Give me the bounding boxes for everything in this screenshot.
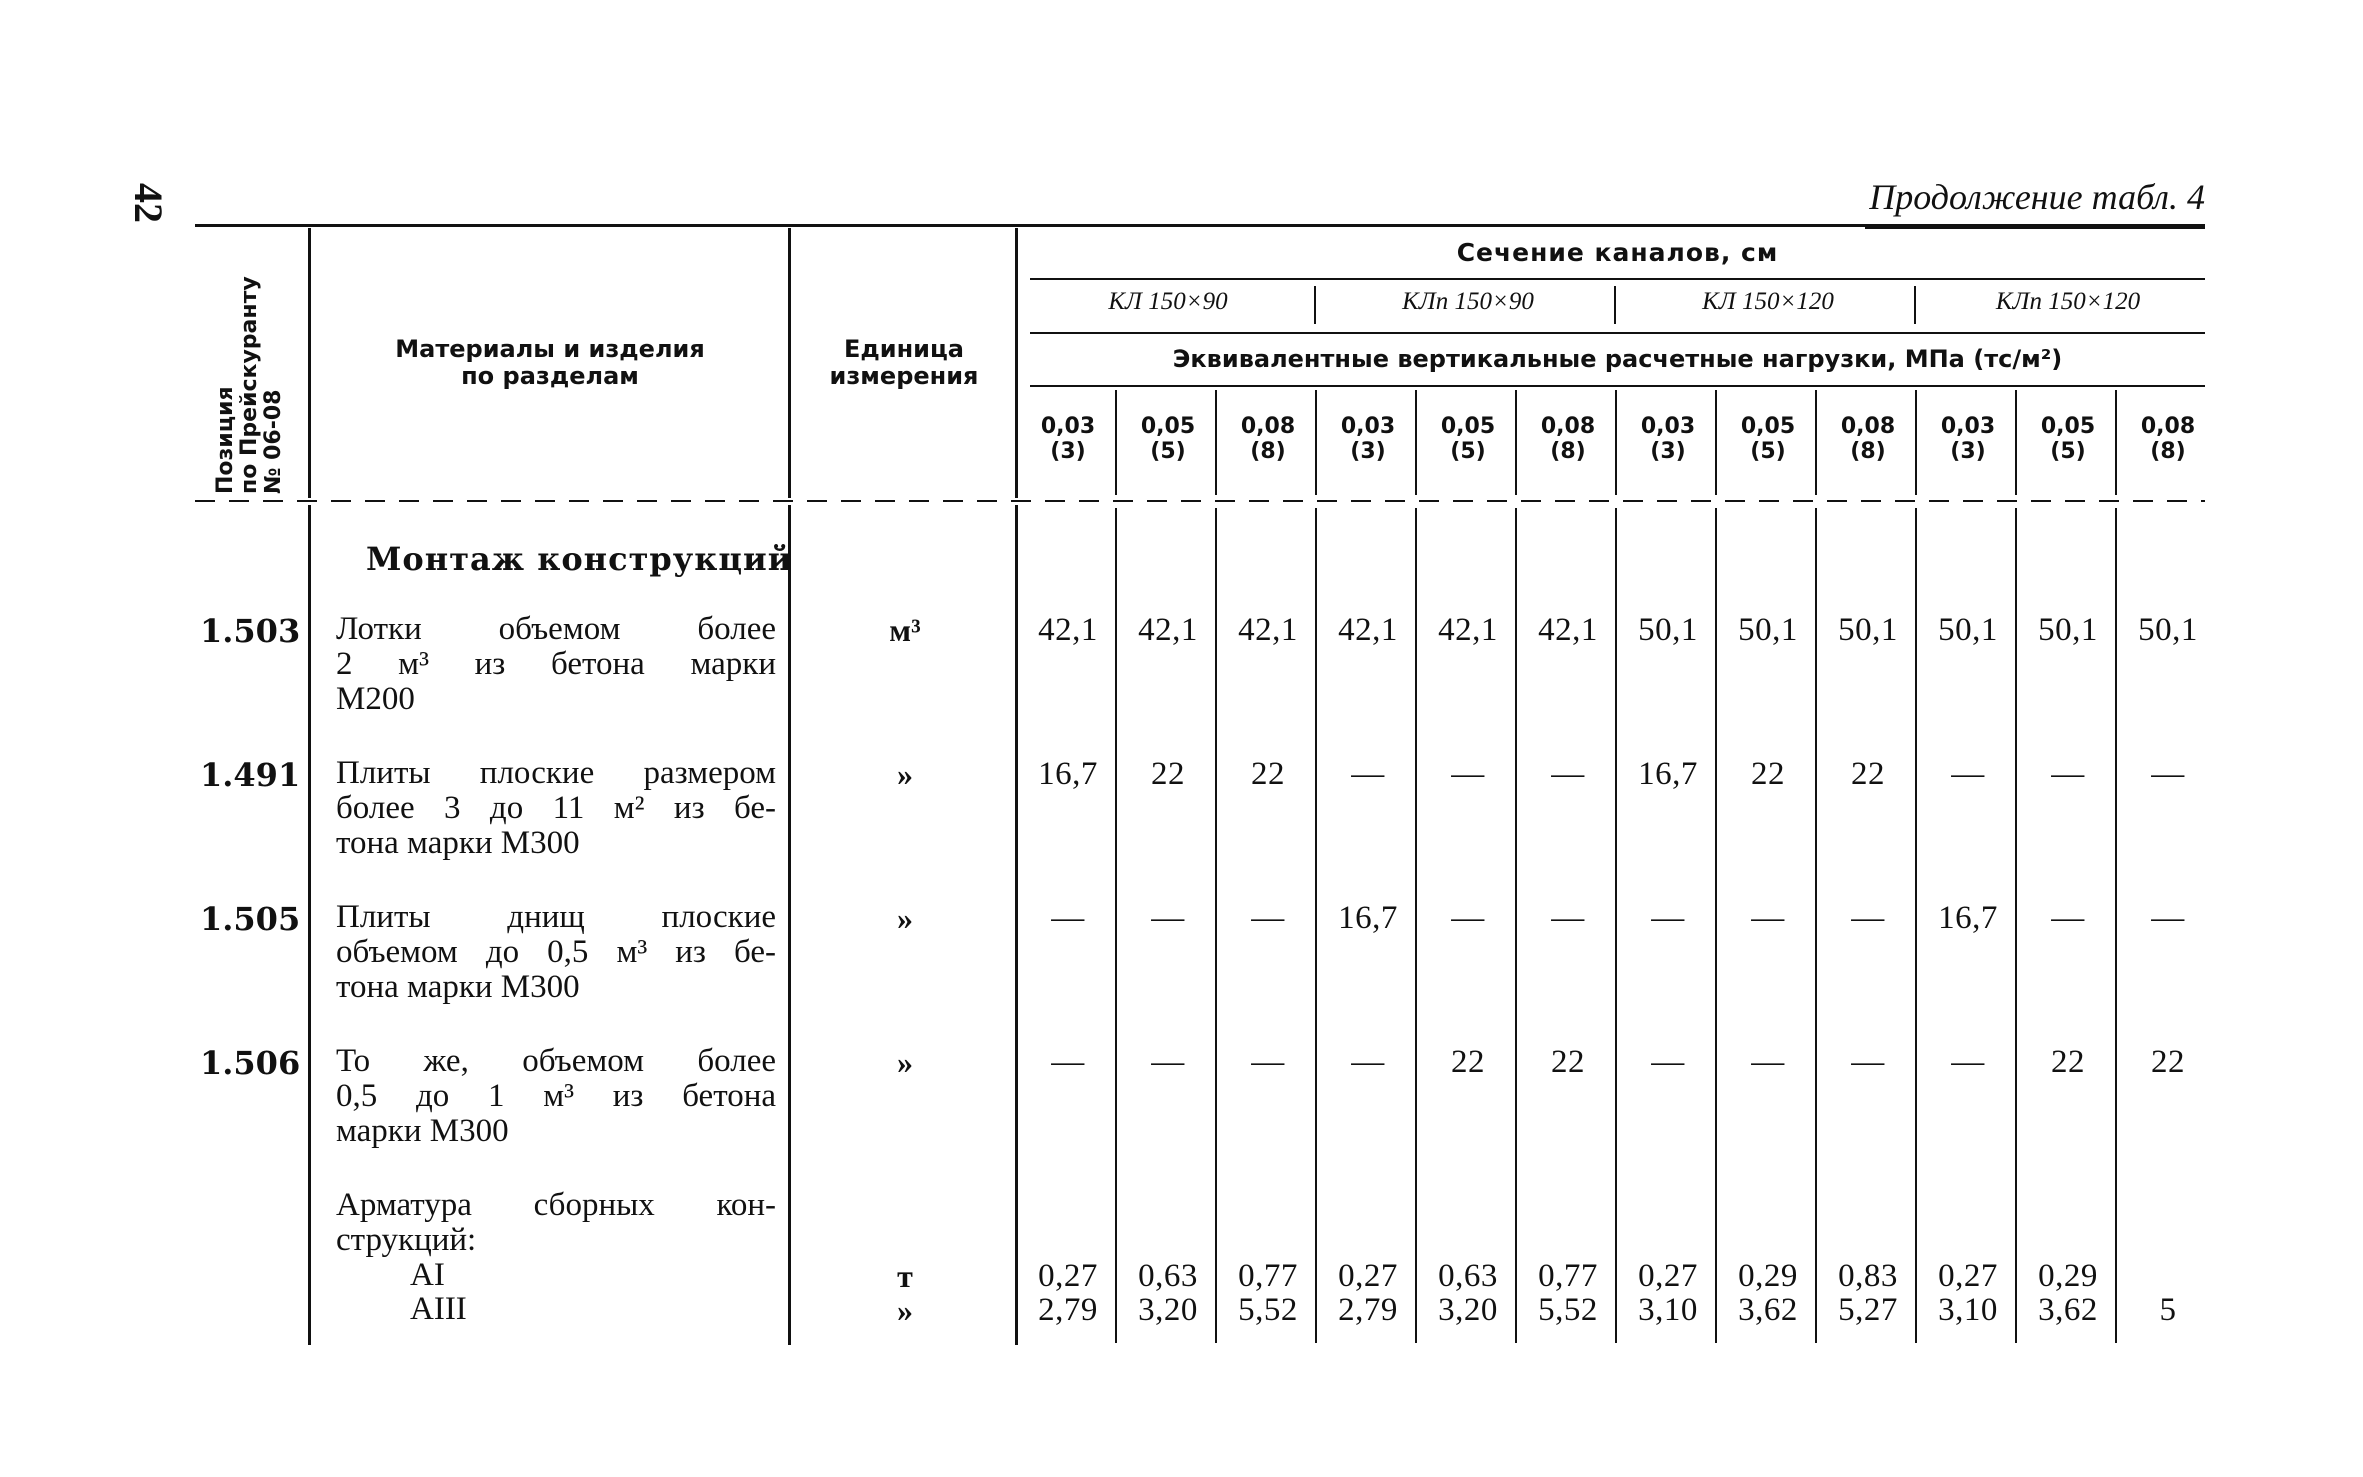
header-load [1618,414,1718,464]
top-rule [195,224,2205,227]
header-load-value: 0,05 [2040,414,2096,439]
header-channel-type: КЛп 150×90 [1402,288,1534,315]
header-load [2118,414,2218,464]
row-value: 42,1 [1538,612,1598,648]
row-value: 16,7 [1338,900,1398,936]
row-material-line: марки М300 [336,1113,509,1149]
header-materials-line: Материалы и изделия [395,335,705,363]
armature-value: 0,29 [2038,1258,2098,1294]
table-caption: Продолжение табл. 4 [1869,177,2205,217]
row-value: 42,1 [1438,612,1498,648]
armature-value: 3,10 [1638,1292,1698,1328]
header-channel-type: КЛп 150×120 [1995,288,2141,315]
header-load-tcm: (3) [1950,439,1986,464]
row-value: — [1151,900,1185,936]
armature-value: 3,10 [1938,1292,1998,1328]
row-value: — [1251,1044,1285,1080]
header-section: Сечение каналов, см [1456,238,1779,267]
armature-value: 0,63 [1138,1258,1198,1294]
armature-value: 3,20 [1438,1292,1498,1328]
row-value: 16,7 [1938,900,1998,936]
row-value: — [1451,900,1485,936]
row-value: — [1351,1044,1385,1080]
row-material-line: тона марки М300 [336,825,580,861]
armature-value: 3,62 [2038,1292,2098,1328]
armature-label: AI [410,1257,445,1293]
row-value: 22 [1751,756,1785,792]
header-load-value: 0,03 [1340,414,1396,439]
armature-value: 3,62 [1738,1292,1798,1328]
row-position: 1.503 [200,612,301,650]
row-value: — [1751,900,1785,936]
row-material-line: 2 м³ из бетона марки [336,646,776,682]
header-load-value: 0,03 [1640,414,1696,439]
header-materials [315,336,785,390]
armature-title-line: Арматура сборных кон- [336,1187,776,1223]
header-position [195,236,305,494]
row-value: 22 [1251,756,1285,792]
header-load-divider [1615,390,1617,495]
row-value: 50,1 [1738,612,1798,648]
row-value: 42,1 [1338,612,1398,648]
header-load-value: 0,03 [1040,414,1096,439]
header-load-tcm: (8) [2150,439,2186,464]
header-load [2018,414,2118,464]
armature-unit: т [897,1258,913,1294]
row-value: — [1951,756,1985,792]
header-load-tcm: (5) [1450,439,1486,464]
row-position: 1.506 [200,1044,301,1082]
row-material-line: Лотки объемом более [336,611,776,647]
row-value: 22 [1451,1044,1485,1080]
row-position: 1.491 [200,756,301,794]
armature-value: 0,27 [1638,1258,1698,1294]
row-value: — [2051,756,2085,792]
row-material-line: 0,5 до 1 м³ из бетона [336,1078,776,1114]
row-value: 22 [1851,756,1885,792]
row-value: 16,7 [1638,756,1698,792]
row-value: — [1051,900,1085,936]
armature-value: 0,27 [1938,1258,1998,1294]
header-load-value: 0,08 [1540,414,1596,439]
armature-value: 5,52 [1238,1292,1298,1328]
row-value: — [1651,900,1685,936]
row-material-line: объемом до 0,5 м³ из бе- [336,934,776,970]
row-value: — [1351,756,1385,792]
row-value: 50,1 [1938,612,1998,648]
row-value: — [1851,900,1885,936]
header-position-line: № 06-08 [261,389,286,494]
header-channel-type: КЛ 150×90 [1108,288,1228,315]
row-value: — [1151,1044,1185,1080]
header-load [1718,414,1818,464]
header-materials-line: по разделам [461,362,639,390]
armature-value: 5 [2159,1292,2177,1328]
armature-value: 3,20 [1138,1292,1198,1328]
row-value: — [1951,1044,1985,1080]
row-material-line: Плиты днищ плоские [336,899,776,935]
row-value: 42,1 [1238,612,1298,648]
row-value: 22 [2051,1044,2085,1080]
header-load [1518,414,1618,464]
header-divider [308,228,311,498]
row-value: — [2051,900,2085,936]
row-material [336,612,776,717]
row-material [336,1044,776,1149]
row-unit: м³ [889,612,921,648]
row-position: 1.505 [200,900,301,938]
header-load-value: 0,05 [1740,414,1796,439]
channel-type-divider [1914,286,1916,324]
header-rule-section [1030,278,2205,280]
armature-title [336,1188,776,1258]
header-load-divider [1215,390,1217,495]
armature-unit: » [897,1292,913,1328]
armature-value: 0,83 [1838,1258,1898,1294]
row-unit: » [897,756,913,792]
row-material [336,900,776,1005]
row-material-line: тона марки М300 [336,969,580,1005]
armature-value: 2,79 [1338,1292,1398,1328]
armature-value: 0,29 [1738,1258,1798,1294]
header-load [1118,414,1218,464]
row-value: 22 [2151,1044,2185,1080]
row-value: 50,1 [2038,612,2098,648]
row-value: 22 [1551,1044,1585,1080]
row-value: — [2151,756,2185,792]
header-load [1418,414,1518,464]
row-unit: » [897,1044,913,1080]
row-value: — [1651,1044,1685,1080]
row-value: 42,1 [1038,612,1098,648]
armature-label: AIII [410,1291,467,1327]
header-rule-equivalent [1030,385,2205,387]
armature-value: 0,63 [1438,1258,1498,1294]
header-load [1018,414,1118,464]
row-value: 50,1 [2138,612,2198,648]
header-load-divider [1815,390,1817,495]
header-load-tcm: (5) [2050,439,2086,464]
header-load-tcm: (8) [1550,439,1586,464]
channel-type-divider [1614,286,1616,324]
header-load-value: 0,05 [1440,414,1496,439]
header-load [1818,414,1918,464]
row-value: 50,1 [1838,612,1898,648]
row-unit: » [897,900,913,936]
header-equivalent: Эквивалентные вертикальные расчетные нагрузки, МПа (тс/м²) [1172,345,2063,373]
row-material-line: М200 [336,681,415,717]
header-unit-line: измерения [829,362,979,390]
channel-type-divider [1314,286,1316,324]
header-load-divider [1115,390,1117,495]
header-load-tcm: (8) [1250,439,1286,464]
header-bottom-rule [195,500,2205,502]
row-value: — [1551,756,1585,792]
header-load-tcm: (3) [1350,439,1386,464]
row-value: 42,1 [1138,612,1198,648]
row-material [336,756,776,861]
header-load-value: 0,08 [1240,414,1296,439]
header-load-divider [2115,390,2117,495]
header-load-tcm: (3) [1650,439,1686,464]
header-load-value: 0,05 [1140,414,1196,439]
header-position-line: Позиция [213,386,238,494]
header-load-tcm: (5) [1750,439,1786,464]
armature-value: 0,77 [1238,1258,1298,1294]
header-load-tcm: (3) [1050,439,1086,464]
row-value: — [1751,1044,1785,1080]
row-value: — [1551,900,1585,936]
row-value: — [1051,1044,1085,1080]
header-load-value: 0,08 [2140,414,2196,439]
header-load [1318,414,1418,464]
armature-value: 0,27 [1038,1258,1098,1294]
header-load [1218,414,1318,464]
page-number: 42 [126,183,171,223]
armature-value: 5,27 [1838,1292,1898,1328]
header-position-line: по Прейскуранту [237,276,262,494]
header-load-divider [1315,390,1317,495]
row-value: — [1251,900,1285,936]
header-load-divider [1715,390,1717,495]
row-value: 22 [1151,756,1185,792]
header-load-divider [1515,390,1517,495]
row-value: — [1851,1044,1885,1080]
header-rule-types [1030,332,2205,334]
header-load-value: 0,03 [1940,414,1996,439]
header-load-divider [2015,390,2017,495]
header-load-divider [1915,390,1917,495]
armature-value: 2,79 [1038,1292,1098,1328]
header-load [1918,414,2018,464]
section-title: Монтаж конструкций [366,540,793,578]
row-value: 50,1 [1638,612,1698,648]
header-load-tcm: (5) [1150,439,1186,464]
header-divider [788,228,791,498]
row-value: — [2151,900,2185,936]
row-material-line: более 3 до 11 м² из бе- [336,790,776,826]
row-value: 16,7 [1038,756,1098,792]
armature-title-line: струкций: [336,1222,477,1258]
armature-value: 0,27 [1338,1258,1398,1294]
header-load-divider [1415,390,1417,495]
armature-value: 0,77 [1538,1258,1598,1294]
header-load-tcm: (8) [1850,439,1886,464]
header-load-value: 0,08 [1840,414,1896,439]
row-material-line: То же, объемом более [336,1043,776,1079]
row-material-line: Плиты плоские размером [336,755,776,791]
header-unit-line: Единица [844,335,964,363]
header-unit [795,336,1013,390]
header-channel-type: КЛ 150×120 [1702,288,1834,315]
row-value: — [1451,756,1485,792]
armature-value: 5,52 [1538,1292,1598,1328]
